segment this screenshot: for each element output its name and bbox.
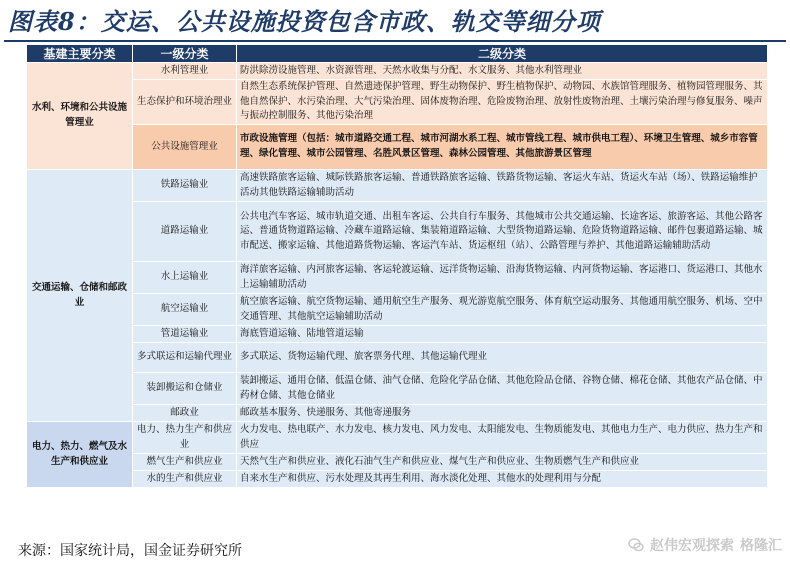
level2-cell: 火力发电、热电联产、水力发电、核力发电、风力发电、太阳能发电、生物质能发电、其他电力生产、电力供应、热力生产和供应 xyxy=(237,422,768,454)
level1-cell: 公共设施管理业 xyxy=(133,125,237,170)
level2-cell: 天然气生产和供应业、液化石油气生产和供应业、煤气生产和供应业、生物质燃气生产和供应业 xyxy=(237,454,768,471)
level2-cell: 公共电汽车客运、城市轨道交通、出租车客运、公共自行车服务、其他城市公共交通运输、长途客运、旅游客运、其他公路客运、普通货物道路运输、冷藏车道路运输、集装箱道路运输、大型货物道路运输、危险货物道路运输、邮件包裹道路运输、城市配送、搬家运输、其他道路货物运输、客运汽车站、货运枢纽（站）、公路管理与养护、其他道路运输辅助活动 xyxy=(237,202,768,262)
table-row xyxy=(27,125,768,170)
level1-cell: 管道运输业 xyxy=(133,326,237,343)
table-row xyxy=(27,343,768,373)
level2-cell: 装卸搬运、通用仓储、低温仓储、油气仓储、危险化学品仓储、其他危险品仓储、谷物仓储、棉花仓储、其他农产品仓储、中药材仓储、其他仓储业 xyxy=(237,373,768,405)
table-row xyxy=(27,422,768,454)
table-row xyxy=(27,326,768,343)
table-row xyxy=(27,405,768,422)
watermark xyxy=(628,535,782,555)
table-row xyxy=(27,373,768,405)
main-category-cell: 电力、热力、燃气及水生产和供应业 xyxy=(27,422,133,488)
level1-cell: 生态保护和环境治理业 xyxy=(133,80,237,125)
main-category-cell: 交通运输、仓储和邮政业 xyxy=(27,170,133,422)
title-underline xyxy=(4,40,786,42)
header-level1-category: 一级分类 xyxy=(133,45,237,63)
table-row xyxy=(27,471,768,488)
watermark-brand: 格隆汇 xyxy=(740,538,782,554)
level1-cell: 多式联运和运输代理业 xyxy=(133,343,237,373)
table-header-row xyxy=(27,45,768,63)
level1-cell: 铁路运输业 xyxy=(133,170,237,202)
source-note: 来源：国家统计局，国金证券研究所 xyxy=(18,543,242,559)
wechat-icon xyxy=(628,537,644,553)
level1-cell: 水利管理业 xyxy=(133,63,237,80)
page-title: 图表8：交运、公共设施投资包含市政、轨交等细分项 xyxy=(8,7,601,36)
level1-cell: 电力、热力生产和供应业 xyxy=(133,422,237,454)
level1-cell: 水上运输业 xyxy=(133,262,237,294)
table-row xyxy=(27,294,768,326)
level1-cell: 装卸搬运和仓储业 xyxy=(133,373,237,405)
table-row xyxy=(27,80,768,125)
level1-cell: 燃气生产和供应业 xyxy=(133,454,237,471)
level2-cell: 自然生态系统保护管理、自然遗迹保护管理、野生动物保护、野生植物保护、动物园、水族馆管理服务、植物园管理服务、其他自然保护、水污染治理、大气污染治理、固体废物治理、危险废物治理、放射性废物治理、土壤污染治理与修复服务、噪声与振动控制服务、其他污染治理 xyxy=(237,80,768,125)
level1-cell: 水的生产和供应业 xyxy=(133,471,237,488)
table-row xyxy=(27,170,768,202)
level2-cell: 多式联运、货物运输代理、旅客票务代理、其他运输代理业 xyxy=(237,343,768,373)
level1-cell: 道路运输业 xyxy=(133,202,237,262)
level2-cell: 海洋旅客运输、内河旅客运输、客运轮渡运输、远洋货物运输、沿海货物运输、内河货物运输、客运港口、货运港口、其他水上运输辅助活动 xyxy=(237,262,768,294)
level2-cell: 市政设施管理（包括：城市道路交通工程、城市河湖水系工程、城市管线工程、城市供电工程）、环境卫生管理、城乡市容管理、绿化管理、城市公园管理、名胜风景区管理、森林公园管理、其他旅游景区管理 xyxy=(237,125,768,170)
main-category-cell: 水利、环境和公共设施管理业 xyxy=(27,63,133,170)
level2-cell: 海底管道运输、陆地管道运输 xyxy=(237,326,768,343)
level2-cell: 邮政基本服务、快递服务、其他寄递服务 xyxy=(237,405,768,422)
table-row xyxy=(27,454,768,471)
header-level2-category: 二级分类 xyxy=(237,45,768,63)
level2-cell: 自来水生产和供应、污水处理及其再生利用、海水淡化处理、其他水的处理利用与分配 xyxy=(237,471,768,488)
classification-table xyxy=(26,44,768,488)
header-main-category: 基建主要分类 xyxy=(27,45,133,63)
table-row xyxy=(27,63,768,80)
level1-cell: 航空运输业 xyxy=(133,294,237,326)
table-row xyxy=(27,262,768,294)
level1-cell: 邮政业 xyxy=(133,405,237,422)
level2-cell: 航空旅客运输、航空货物运输、通用航空生产服务、观光游览航空服务、体育航空运动服务、其他通用航空服务、机场、空中交通管理、其他航空运输辅助活动 xyxy=(237,294,768,326)
level2-cell: 防洪除涝设施管理、水资源管理、天然水收集与分配、水文服务、其他水利管理业 xyxy=(237,63,768,80)
table-row xyxy=(27,202,768,262)
watermark-text: 赵伟宏观探索 xyxy=(650,538,734,554)
level2-cell: 高速铁路旅客运输、城际铁路旅客运输、普通铁路旅客运输、铁路货物运输、客运火车站、货运火车站（场）、铁路运输维护活动其他铁路运输辅助活动 xyxy=(237,170,768,202)
